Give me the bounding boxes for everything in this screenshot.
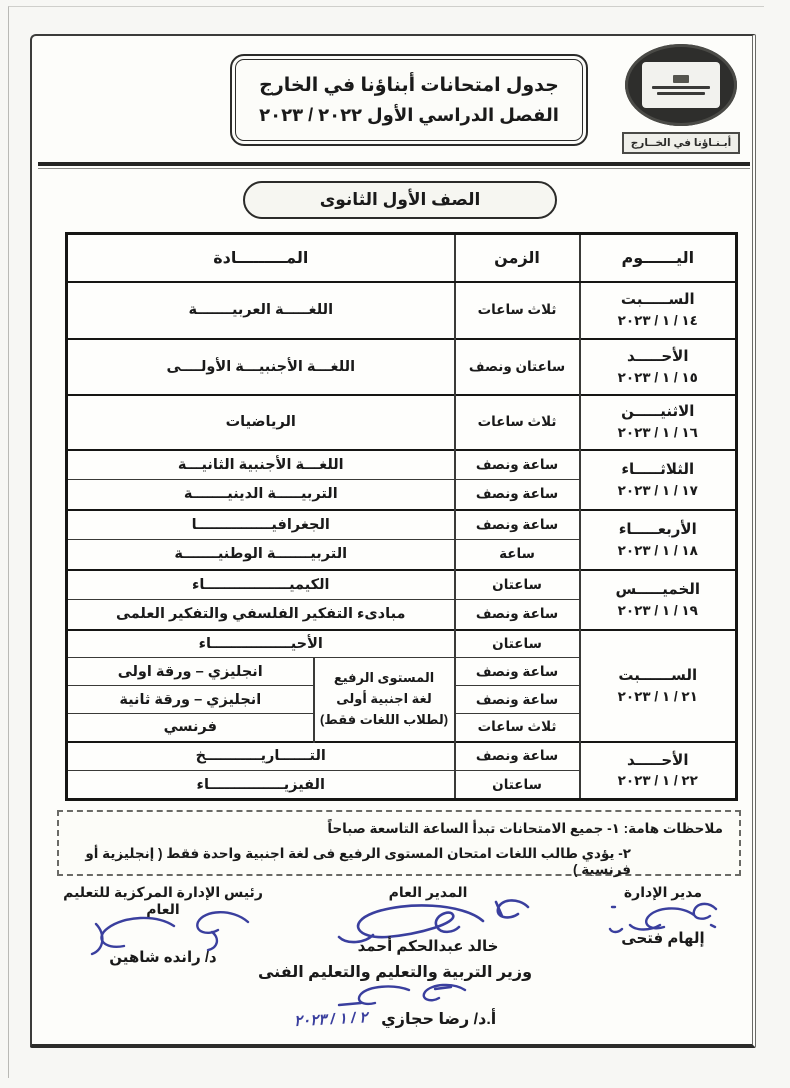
day-name: الأحـــــد <box>627 751 689 769</box>
day-name: الأحـــــد <box>627 347 689 365</box>
grade-banner: الصف الأول الثانوى <box>243 181 557 219</box>
ministry-emblem-icon <box>625 44 737 126</box>
signatures-row <box>48 884 748 966</box>
day-cell <box>580 395 737 450</box>
signature-name: د/ رانده شاهين <box>109 949 217 966</box>
subject-cell: اللغـــة الأجنبية الثانيـــة <box>67 450 455 480</box>
minister-signature-block <box>95 962 695 1029</box>
minister-title: وزير التربية والتعليم والتعليم الفنى <box>257 964 533 981</box>
time-cell: ساعة ونصف <box>455 480 580 510</box>
day-cell <box>580 510 737 570</box>
document-title-box <box>230 54 588 146</box>
table-row <box>67 510 737 540</box>
subject-cell: مبادىء التفكير الفلسفي والتفكير العلمى <box>67 600 455 630</box>
signature-title: مدير الإدارة <box>623 884 703 900</box>
time-cell: ساعة <box>455 540 580 570</box>
day-date: ١٨ / ١ / ٢٠٢٣ <box>617 542 698 558</box>
subject-cell: التربيـــــــة الوطنيـــــــة <box>67 540 455 570</box>
header-divider <box>38 162 750 169</box>
day-cell <box>580 742 737 800</box>
day-date: ١٤ / ١ / ٢٠٢٣ <box>617 313 698 329</box>
day-cell <box>580 450 737 510</box>
handwritten-date: ٢ / ١ / ٢٠٢٣ <box>293 1009 368 1030</box>
time-cell: ساعة ونصف <box>455 742 580 771</box>
signature-name: خالد عبدالحكم أحمد <box>357 938 499 955</box>
subject-cell: التربيـــــة الدينيـــــــة <box>67 480 455 510</box>
ministry-logo <box>614 44 748 160</box>
emblem-inner-panel <box>642 62 720 108</box>
document-subtitle: الفصل الدراسي الأول ٢٠٢٢ / ٢٠٢٣ <box>259 105 559 125</box>
day-name: الاثنيـــــن <box>621 403 695 421</box>
subject-cell: الرياضيات <box>67 395 455 450</box>
signature-title: المدير العام <box>388 884 468 900</box>
day-date: ١٧ / ١ / ٢٠٢٣ <box>617 482 698 498</box>
table-row <box>67 450 737 480</box>
exam-schedule-table <box>65 232 738 801</box>
day-date: ٢١ / ١ / ٢٠٢٣ <box>617 688 698 704</box>
column-header-day: اليــــــوم <box>580 234 737 282</box>
time-cell: ساعتان ونصف <box>455 339 580 395</box>
subject-cell: الكيميـــــــــــــــــاء <box>67 570 455 600</box>
time-cell: ساعتان <box>455 570 580 600</box>
day-name: الخميـــــس <box>615 580 701 598</box>
logo-caption: أبـنـاؤنا في الخــارج <box>622 132 740 154</box>
time-cell: ساعة ونصف <box>455 658 580 686</box>
note-line-1: ملاحظات هامة: ١- جميع الامتحانات تبدأ الساعة التاسعة صباحاً <box>327 821 723 836</box>
advanced-level-cell <box>314 658 455 742</box>
time-cell: ثلاث ساعات <box>455 714 580 742</box>
time-cell: ساعة ونصف <box>455 600 580 630</box>
day-name: الثلاثـــــاء <box>621 460 695 478</box>
signature-admin-director <box>578 884 748 947</box>
subject-cell: الأحيــــــــــــــــاء <box>67 630 455 658</box>
day-date: ٢٢ / ١ / ٢٠٢٣ <box>617 773 698 789</box>
table-row <box>67 630 737 658</box>
advanced-level-line: (لطلاب اللغات فقط) <box>319 711 449 727</box>
signature-general-director <box>288 884 568 955</box>
day-cell <box>580 282 737 339</box>
day-name: الســـــبت <box>620 291 695 309</box>
day-cell <box>580 339 737 395</box>
time-cell: ثلاث ساعات <box>455 395 580 450</box>
subject-cell: الجغرافيـــــــــــــــا <box>67 510 455 540</box>
day-name: الســــــبت <box>618 666 698 684</box>
time-cell: ساعة ونصف <box>455 686 580 714</box>
table-row <box>67 742 737 771</box>
column-header-subject: المـــــــــادة <box>67 234 455 282</box>
time-cell: ساعتان <box>455 771 580 800</box>
signature-name: إلهام فتحى <box>621 930 705 947</box>
time-cell: ساعة ونصف <box>455 450 580 480</box>
day-date: ١٥ / ١ / ٢٠٢٣ <box>617 369 698 385</box>
day-date: ١٦ / ١ / ٢٠٢٣ <box>617 425 698 441</box>
table-row <box>67 570 737 600</box>
minister-name: أ.د/ رضا حجازي <box>381 1011 497 1028</box>
note-line-2: ٢- يؤدي طالب اللغات امتحان المستوى الرفيع فى لغة اجنبية واحدة فقط ( إنجليزية أو فرنسية ) <box>85 846 631 877</box>
subject-cell: الفيزيـــــــــــــــاء <box>67 771 455 800</box>
important-notes-box <box>57 810 741 876</box>
day-cell <box>580 570 737 630</box>
day-cell <box>580 630 737 742</box>
table-header-row <box>67 234 737 282</box>
time-cell: ساعتان <box>455 630 580 658</box>
time-cell: ساعة ونصف <box>455 510 580 540</box>
table-row <box>67 282 737 339</box>
day-name: الأربعـــــاء <box>618 520 697 538</box>
document-title: جدول امتحانات أبناؤنا في الخارج <box>259 75 559 96</box>
subject-cell: انجليزي – ورقة ثانية <box>67 686 314 714</box>
table-row <box>67 395 737 450</box>
subject-cell: التــــــاريـــــــــــخ <box>67 742 455 771</box>
subject-cell: فرنسي <box>67 714 314 742</box>
column-header-time: الزمن <box>455 234 580 282</box>
advanced-level-line: المستوى الرفيع <box>333 670 435 686</box>
table-row <box>67 339 737 395</box>
signature-title: رئيس الإدارة المركزية للتعليم العام <box>63 884 263 917</box>
advanced-level-line: لغة اجنبية أولى <box>336 690 432 706</box>
subject-cell: اللغـــــة العربيـــــــة <box>67 282 455 339</box>
time-cell: ثلاث ساعات <box>455 282 580 339</box>
subject-cell: انجليزي – ورقة اولى <box>67 658 314 686</box>
subject-cell: اللغـــة الأجنبيـــة الأولــــى <box>67 339 455 395</box>
signature-central-head <box>48 884 278 966</box>
day-date: ١٩ / ١ / ٢٠٢٣ <box>617 602 698 618</box>
